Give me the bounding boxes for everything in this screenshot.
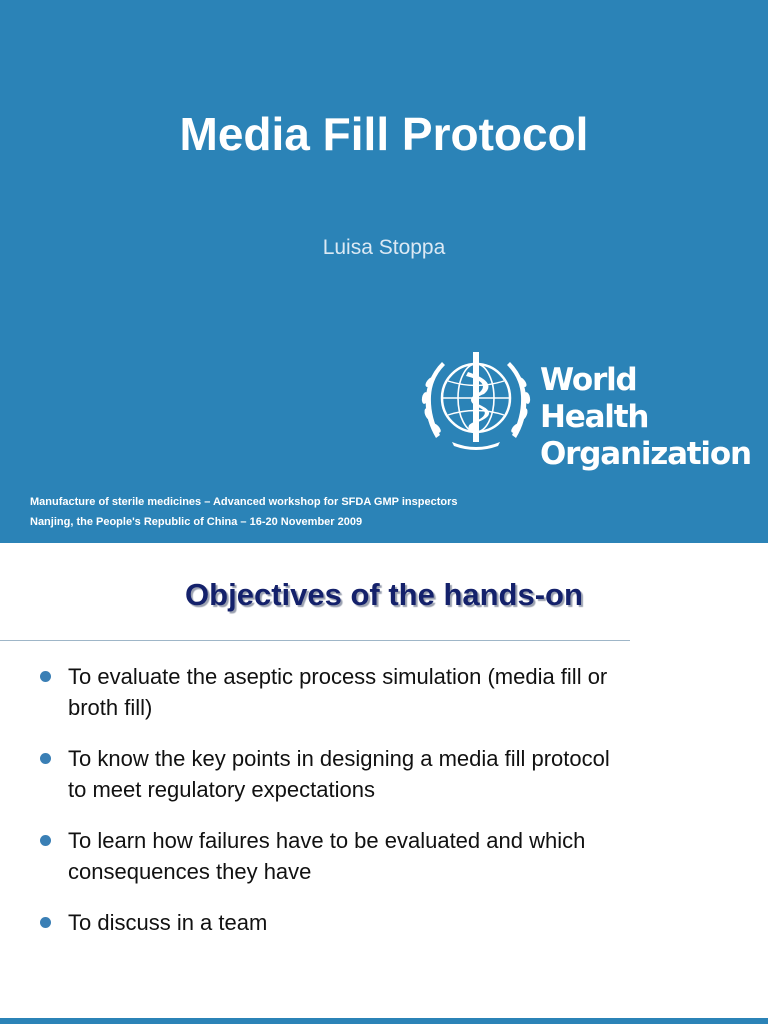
bullet-dot-icon xyxy=(40,671,51,682)
bullet-dot-icon xyxy=(40,753,51,764)
objectives-slide xyxy=(0,543,768,1024)
bullet-text-line2: consequences they have xyxy=(68,859,312,884)
bullet-text-line1: To discuss in a team xyxy=(68,910,268,935)
slide-heading: Objectives of the hands-on xyxy=(185,577,583,612)
objectives-list xyxy=(40,661,740,958)
workshop-info xyxy=(30,492,457,532)
slide-title: Media Fill Protocol xyxy=(179,108,589,160)
workshop-line-2: Nanjing, the People's Republic of China – 16-20 November 2009 xyxy=(30,516,363,528)
bullet-text-line1: To evaluate the aseptic process simulation (media fill or xyxy=(68,664,608,689)
bullet-text-line2: to meet regulatory expectations xyxy=(68,777,375,802)
organization-name-line1: World Health xyxy=(540,362,649,435)
bottom-accent-bar xyxy=(0,1018,768,1024)
bullet-text-line1: To know the key points in designing a media fill protocol xyxy=(68,746,610,771)
bullet-text-line2: broth fill) xyxy=(68,695,153,720)
workshop-line-1: Manufacture of sterile medicines – Advanced workshop for SFDA GMP inspectors xyxy=(30,496,458,508)
list-item xyxy=(40,661,740,723)
bullet-text-line1: To learn how failures have to be evaluated and which xyxy=(68,828,586,853)
bullet-dot-icon xyxy=(40,835,51,846)
organization-name-line2: Organization xyxy=(540,436,751,472)
who-emblem-icon xyxy=(418,348,534,452)
organization-name xyxy=(540,362,751,473)
list-item xyxy=(40,825,740,887)
bullet-dot-icon xyxy=(40,917,51,928)
who-logo xyxy=(418,346,751,472)
author-name: Luisa Stoppa xyxy=(322,236,446,259)
list-item xyxy=(40,743,740,805)
list-item xyxy=(40,907,740,938)
heading-divider xyxy=(0,640,630,641)
